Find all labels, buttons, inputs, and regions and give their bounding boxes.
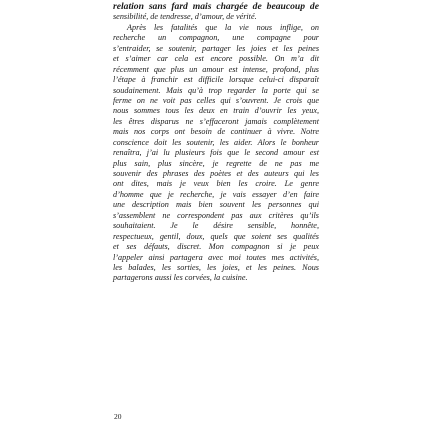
- text-line: respectueux, gentil, doux, quels que soient ses qualités: [113, 231, 319, 241]
- text-line: ferme on ne voit pas celles qui s’ouvrent. Je crois que: [113, 95, 319, 105]
- text-line: nous sommes tous les deux en train d’ouvrir les yeux,: [113, 106, 319, 116]
- text-line: les êtres disparus ne s’effaceront jamais complètement: [113, 116, 319, 126]
- text-line: sensibilité, de tendresse, d’amour, de vérité.: [113, 12, 257, 22]
- text-line: soudainement. Mais qu’à trop regarder la porte qui se: [113, 85, 319, 95]
- text-line: partagerons aussi les corvées, la cuisine.: [113, 273, 248, 283]
- text-line: et s’aimer car cela est encore possible. On m’a dit: [113, 54, 319, 64]
- text-line: renaîtra, j’ai lu plusieurs fois que le second amour est: [113, 148, 319, 158]
- text-line: les balades, les sorties, les joies, et les peines. Nous: [113, 262, 319, 272]
- text-line: recherche un compagnon, une compagne pour: [113, 33, 319, 43]
- text-line: et ses défauts, discret. Mon compagnon si je peux: [113, 242, 319, 252]
- text-line: mais nos corps ont besoin de continuer à vivre. Notre: [113, 127, 319, 137]
- text-line: l’appeler ainsi partagera avec moi toutes mes activités,: [113, 252, 319, 262]
- text-line: récemment que plus un amour est intense, profond, plus: [113, 64, 319, 74]
- text-line: s’assemblent ne correspondent pas aux critères qu’ils: [113, 210, 319, 220]
- text-line: s’entraider, se soutenir, partager les joies et les peines: [113, 43, 319, 53]
- text-line: l’étape à franchir est difficile lorsque celui-ci disparaît: [113, 75, 319, 85]
- text-line: Après les fatalités que la vie nous inflige, on: [127, 22, 319, 32]
- page-number: 20: [114, 412, 122, 421]
- text-line: souhaitaient. Je le désire sensible, honnête,: [113, 221, 319, 231]
- text-line: plus sain, plus sincère, je regrette de ne pas me: [113, 158, 319, 168]
- text-line: conscience doit les soutenir, les aider. Alors le bonheur: [113, 137, 319, 147]
- text-line: ont dites, mais je veux bien les croire. Le genre: [113, 179, 319, 189]
- body-text: [113, 2, 319, 284]
- text-line: d’homme que je recherche, je vais essayer d’en faire: [113, 189, 319, 199]
- text-line: une description mais bien souvent les personnes qui: [113, 200, 319, 210]
- text-line: souvenir des phrases des poètes et des auteurs qui les: [113, 169, 319, 178]
- text-line: relation sans fard mais chargée de beaucoup de: [113, 1, 319, 12]
